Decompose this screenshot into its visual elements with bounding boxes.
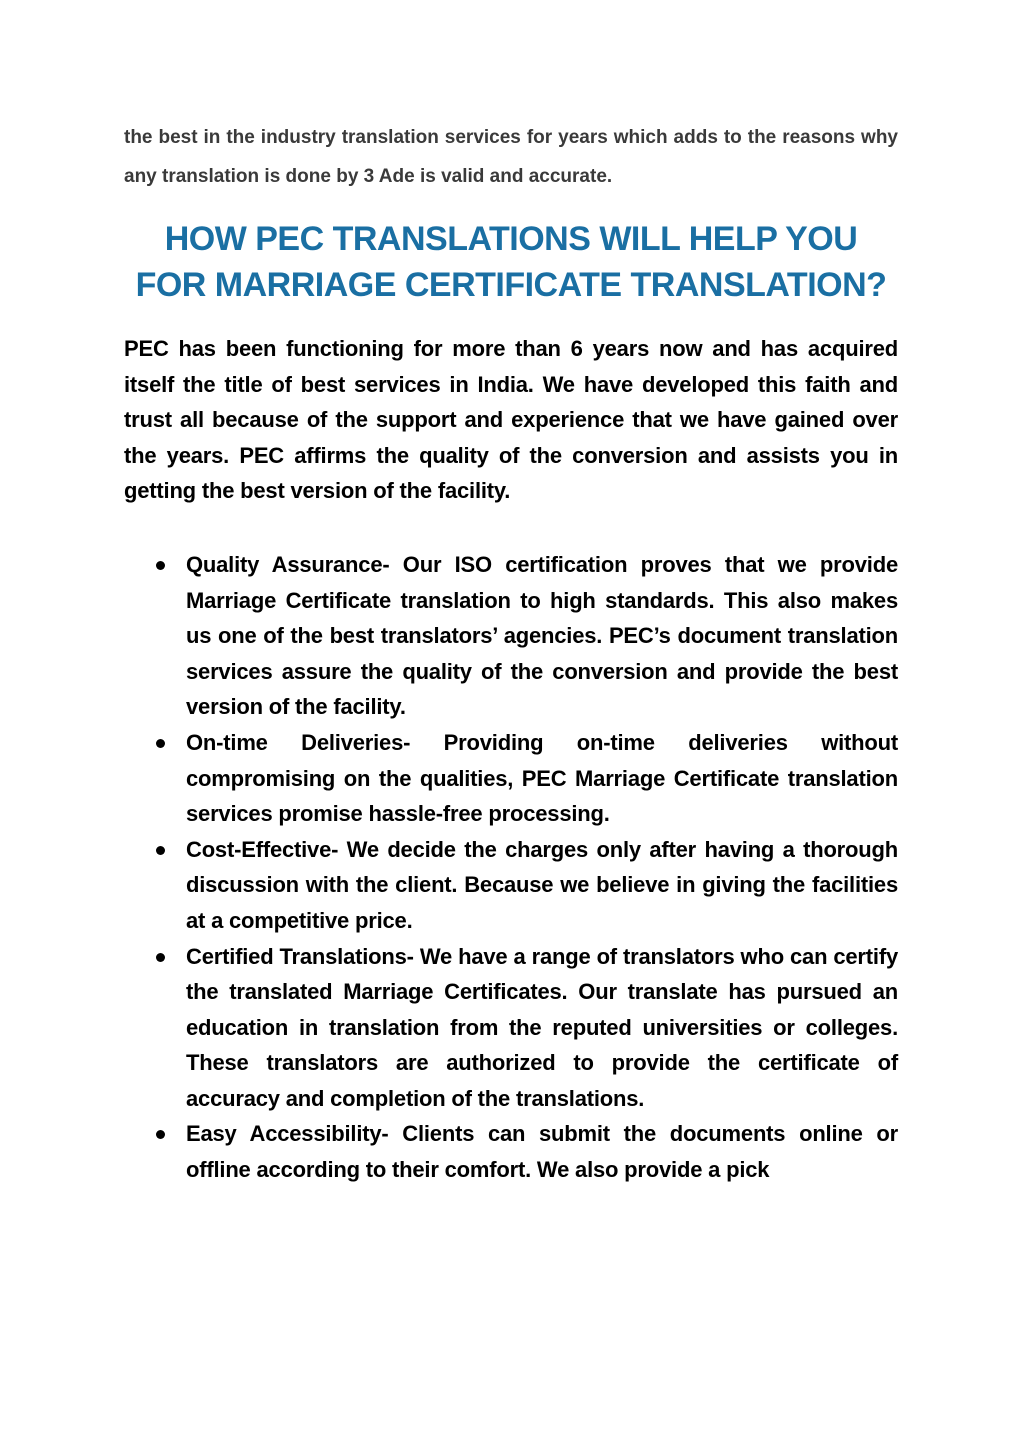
list-item-text: Easy Accessibility- Clients can submit the documents online or offline according to their comfort. We also provide a pick: [186, 1121, 898, 1183]
bullet-icon: [156, 739, 165, 748]
intro-paragraph: the best in the industry translation services for years which adds to the reasons why any translation is done by 3 Ade is valid and accurate.: [124, 127, 898, 187]
list-item-certified-translations: [124, 939, 898, 1117]
list-item-text: Cost-Effective- We decide the charges only after having a thorough discussion with the client. Because we believe in giving the facilities at a competitive price.: [186, 836, 898, 933]
document-page: [124, 118, 898, 1188]
list-item-text: Certified Translations- We have a range of translators who can certify the translated Marriage Certificates. Our translate has pursued an education in translation from the reputed universities or colleges. These translators are authorized to provide the certificate of accuracy and completion of the translations.: [186, 943, 898, 1111]
list-item-cost-effective: [124, 832, 898, 939]
list-item-on-time-deliveries: [124, 725, 898, 832]
list-item-easy-accessibility: [124, 1116, 898, 1187]
section-heading: HOW PEC TRANSLATIONS WILL HELP YOU FOR MARRIAGE CERTIFICATE TRANSLATION?: [135, 220, 887, 304]
bullet-icon: [156, 561, 165, 570]
list-item-quality-assurance: [124, 547, 898, 725]
bullet-icon: [156, 953, 165, 962]
bullet-icon: [156, 846, 165, 855]
benefits-list: [124, 547, 898, 1188]
bullet-icon: [156, 1130, 165, 1139]
list-item-text: On-time Deliveries- Providing on-time deliveries without compromising on the qualities, PEC Marriage Certificate translation services promise hassle-free processing.: [186, 729, 898, 827]
body-paragraph: PEC has been functioning for more than 6 years now and has acquired itself the title of best services in India. We have developed this faith and trust all because of the support and experience that we have gained over the years. PEC affirms the quality of the conversion and assists you in getting the best version of the facility.: [124, 336, 898, 504]
list-item-text: Quality Assurance- Our ISO certification proves that we provide Marriage Certificate translation to high standards. This also makes us one of the best translators’ agencies. PEC’s document translation services assure the quality of the conversion and provide the best version of the facility.: [186, 551, 898, 720]
